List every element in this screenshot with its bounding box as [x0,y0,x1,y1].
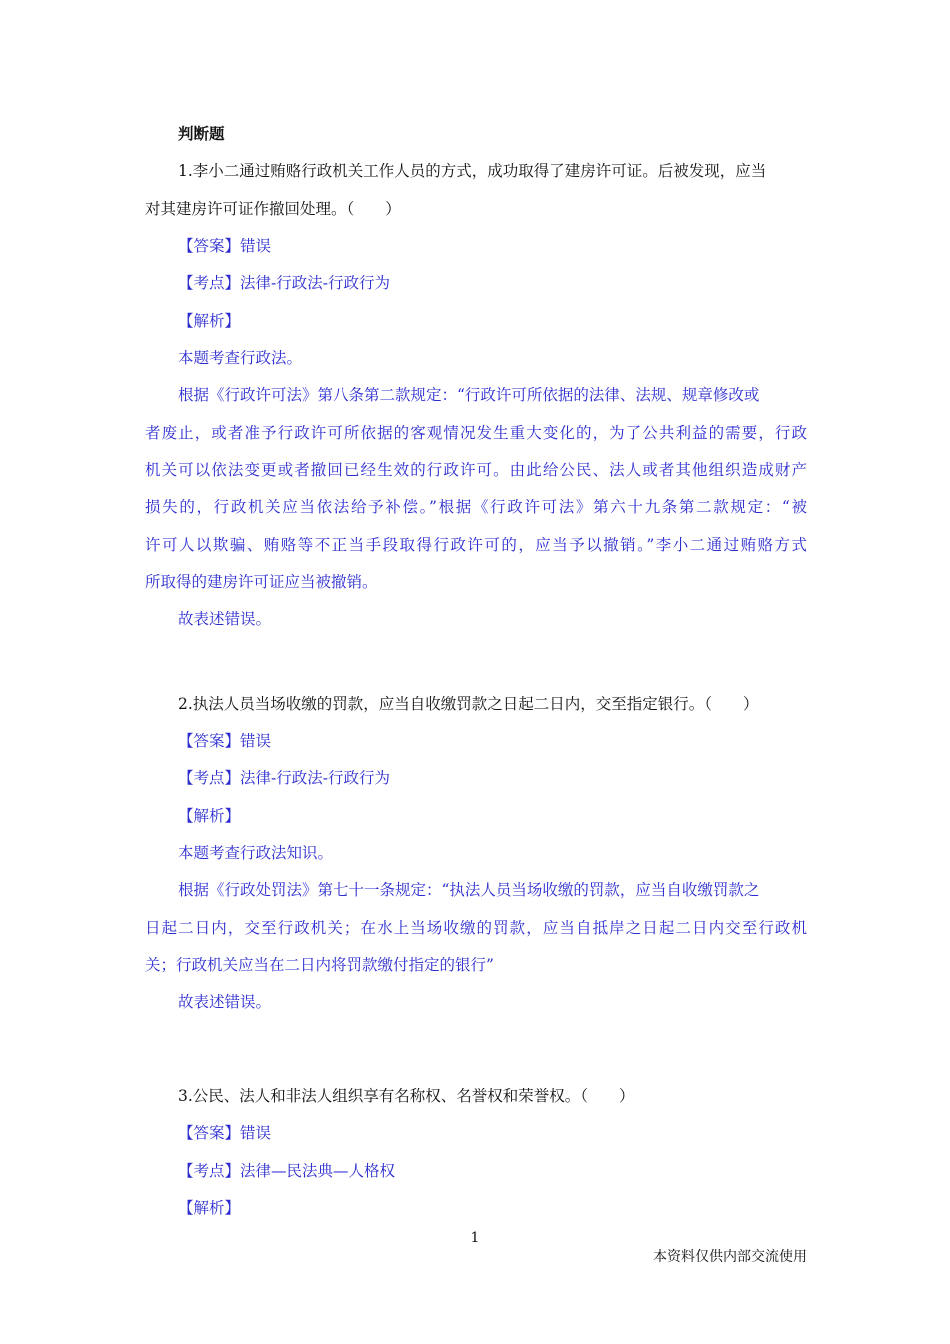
q2-analysis-line: 根据《行政处罚法》第七十一条规定：“执法人员当场收缴的罚款，应当自收缴罚款之 [178,881,760,899]
q1-analysis-label: 【解析】 [178,312,241,330]
q2-point: 【考点】法律-行政法-行政行为 [178,769,390,787]
q2-analysis-intro: 本题考查行政法知识。 [178,844,334,862]
page-number: 1 [470,1230,480,1246]
q2-analysis-line: 关；行政机关应当在二日内将罚款缴付指定的银行” [145,956,494,974]
q1-stem-line2: 对其建房许可证作撤回处理。（ ） [145,200,401,218]
q2-analysis-label: 【解析】 [178,807,241,825]
q1-analysis-line: 者废止，或者准予行政许可所依据的客观情况发生重大变化的，为了公共利益的需要，行政 [145,424,807,442]
footer-note: 本资料仅供内部交流使用 [653,1249,807,1265]
q1-analysis-line: 损失的，行政机关应当依法给予补偿。”根据《行政许可法》第六十九条第二款规定：“被 [145,498,807,516]
q1-analysis-line: 所取得的建房许可证应当被撤销。 [145,573,378,591]
q3-analysis-label: 【解析】 [178,1199,241,1217]
q3-stem-line1: 3.公民、法人和非法人组织享有名称权、名誉权和荣誉权。（ ） [178,1087,635,1105]
q1-analysis-line: 根据《行政许可法》第八条第二款规定：“行政许可所依据的法律、法规、规章修改或 [178,386,760,404]
q1-conclusion: 故表述错误。 [178,610,272,628]
section-title: 判断题 [178,124,225,143]
q2-conclusion: 故表述错误。 [178,993,272,1011]
q2-stem-line1: 2.执法人员当场收缴的罚款，应当自收缴罚款之日起二日内，交至指定银行。（ ） [178,695,759,713]
q3-point: 【考点】法律—民法典—人格权 [178,1162,396,1180]
q1-analysis-intro: 本题考查行政法。 [178,349,303,367]
q3-answer: 【答案】错误 [178,1124,272,1142]
q1-analysis-line: 许可人以欺骗、贿赂等不正当手段取得行政许可的，应当予以撤销。”李小二通过贿赂方式 [145,536,807,554]
q1-stem-line1: 1.李小二通过贿赂行政机关工作人员的方式，成功取得了建房许可证。后被发现，应当 [178,162,767,180]
q2-answer: 【答案】错误 [178,732,272,750]
q1-answer: 【答案】错误 [178,237,272,255]
q1-analysis-line: 机关可以依法变更或者撤回已经生效的行政许可。由此给公民、法人或者其他组织造成财产 [145,461,807,479]
q2-analysis-line: 日起二日内，交至行政机关；在水上当场收缴的罚款，应当自抵岸之日起二日内交至行政机 [145,919,807,937]
q1-point: 【考点】法律-行政法-行政行为 [178,274,390,292]
